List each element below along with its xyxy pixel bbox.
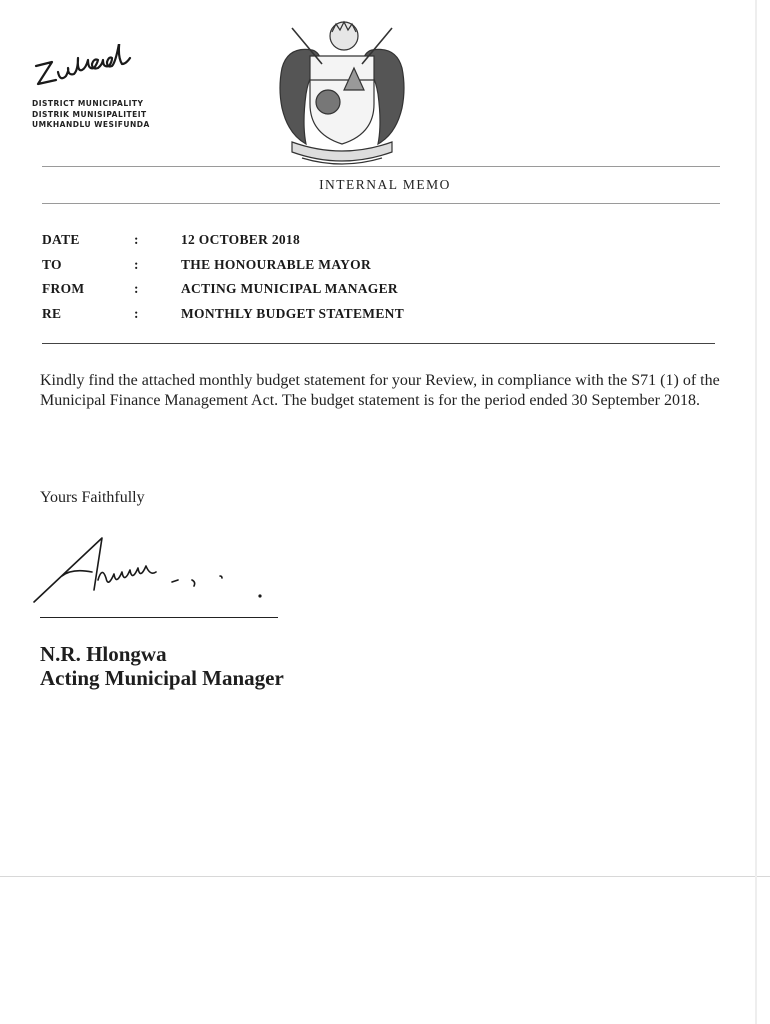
memo-title: INTERNAL MEMO bbox=[319, 177, 451, 192]
field-value-to: THE HONOURABLE MAYOR bbox=[181, 256, 372, 272]
field-separator: : bbox=[134, 305, 139, 321]
field-value-re: MONTHLY BUDGET STATEMENT bbox=[181, 305, 404, 321]
scan-edge-line bbox=[0, 876, 770, 877]
coat-of-arms-icon bbox=[262, 8, 422, 168]
handwritten-signature bbox=[32, 530, 282, 610]
field-label: FROM bbox=[42, 281, 85, 296]
title-divider bbox=[42, 203, 720, 204]
municipality-name-line: DISTRICT MUNICIPALITY bbox=[32, 99, 144, 108]
fields-divider bbox=[42, 343, 715, 344]
field-separator: : bbox=[134, 232, 139, 247]
field-value-from: ACTING MUNICIPAL MANAGER bbox=[181, 281, 398, 296]
municipality-name-line: UMKHANDLU WESIFUNDA bbox=[32, 120, 150, 129]
zululand-logo-script bbox=[32, 44, 162, 96]
municipality-name-block bbox=[32, 99, 150, 131]
municipality-name-line: DISTRIK MUNISIPALITEIT bbox=[32, 109, 147, 119]
field-label: RE bbox=[42, 305, 62, 321]
scan-page-edge bbox=[755, 0, 757, 1024]
field-separator: : bbox=[134, 256, 139, 272]
header-divider bbox=[42, 166, 720, 167]
field-label: DATE bbox=[42, 232, 80, 247]
signature-line bbox=[40, 617, 278, 618]
signatory-name: N.R. Hlongwa bbox=[40, 642, 167, 666]
signatory-title: Acting Municipal Manager bbox=[40, 666, 284, 690]
field-label: TO bbox=[42, 256, 62, 272]
field-value-date: 12 OCTOBER 2018 bbox=[181, 232, 301, 247]
field-separator: : bbox=[134, 281, 139, 296]
memo-body: Kindly find the attached monthly budget statement for your Review, in compliance with the S71 (1) of the Municipal Finance Management Act. The budget statement is for the period ended 30 September 2018. bbox=[40, 372, 720, 409]
closing-salutation: Yours Faithfully bbox=[40, 489, 145, 506]
